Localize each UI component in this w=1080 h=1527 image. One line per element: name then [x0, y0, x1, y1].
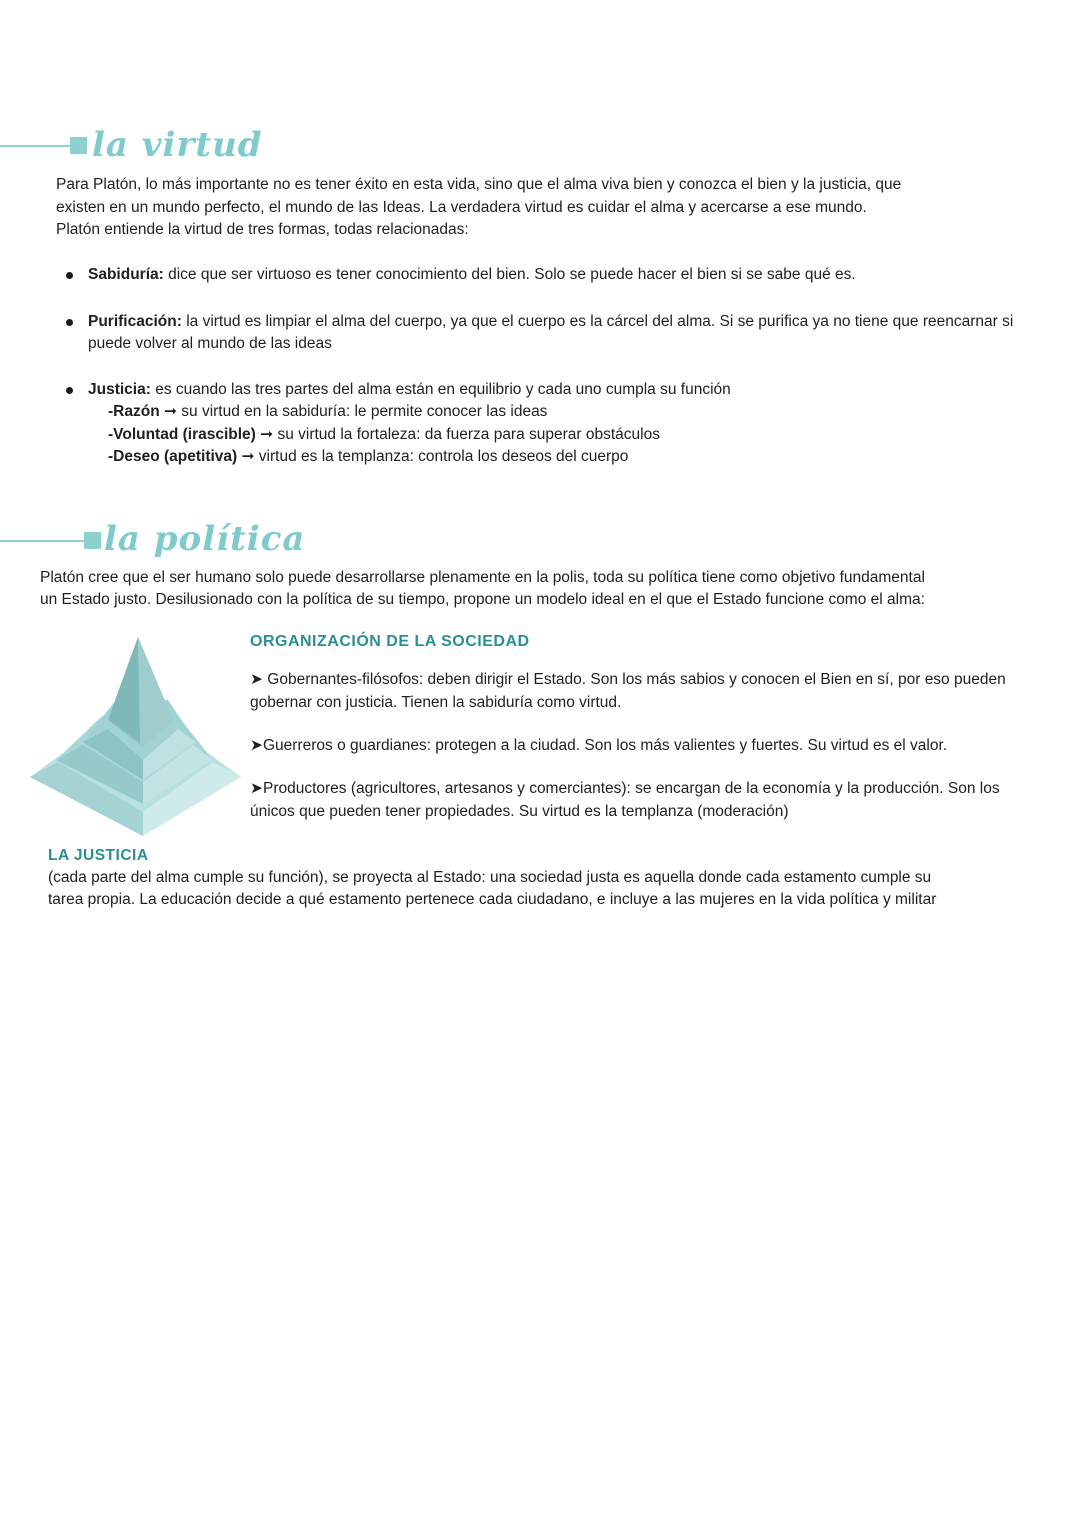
- voluntad-label: -Voluntad (irascible): [108, 425, 256, 443]
- virtud-intro-line-3: Platón entiende la virtud de tres formas, todas relacionadas:: [56, 221, 469, 238]
- pyramid-illustration: [28, 632, 243, 837]
- organizacion-title: ORGANIZACIÓN DE LA SOCIEDAD: [250, 633, 530, 650]
- politica-intro-line-1: Platón cree que el ser humano solo puede desarrollarse plenamente en la polis, toda su política tiene como objetivo fundamental: [40, 569, 925, 586]
- justicia-title: LA JUSTICIA: [48, 847, 149, 864]
- heading-rule-virtud: [0, 145, 70, 147]
- justicia-razon: [88, 401, 1050, 424]
- role-gobernantes: ➤ Gobernantes-filósofos: deben dirigir el Estado. Son los más sabios y conocen el Bien en sí, por eso pueden gobernar con justicia. Tienen la sabiduría como virtud.: [250, 671, 1006, 711]
- heading-rule-politica: [0, 540, 84, 542]
- term-justicia: Justicia:: [88, 380, 151, 398]
- role-productores: ➤Productores (agricultores, artesanos y comerciantes): se encargan de la economía y la producción. Son los únicos que pueden tener propiedades. Su virtud es la templanza (moderación): [250, 780, 1000, 820]
- justicia-line-2: tarea propia. La educación decide a qué estamento pertenece cada ciudadano, e incluye a las mujeres en la vida política y militar: [48, 891, 937, 908]
- voluntad-text: ➞ su virtud la fortaleza: da fuerza para superar obstáculos: [255, 425, 660, 443]
- role-guerreros: ➤Guerreros o guardianes: protegen a la ciudad. Son los más valientes y fuertes. Su virtud es el valor.: [250, 737, 948, 754]
- text-purificacion: la virtud es limpiar el alma del cuerpo, ya que el cuerpo es la cárcel del alma. Si se purifica ya no tiene que reencarnar si puede volver al mundo de las ideas: [88, 312, 1014, 352]
- politica-intro-line-2: un Estado justo. Desilusionado con la política de su tiempo, propone un modelo ideal en el que el Estado funcione como el alma:: [40, 591, 925, 608]
- justicia-line-1: (cada parte del alma cumple su función), se proyecta al Estado: una sociedad justa es aquella donde cada estamento cumple su: [48, 869, 932, 886]
- heading-square-icon: [84, 532, 101, 549]
- section-heading-virtud: la virtud: [92, 125, 263, 165]
- text-sabiduria: dice que ser virtuoso es tener conocimiento del bien. Solo se puede hacer el bien si se sabe qué es.: [163, 266, 856, 283]
- virtud-intro-line-1: Para Platón, lo más importante no es tener éxito en esta vida, sino que el alma viva bien y conozca el bien y la justicia, que: [56, 176, 902, 193]
- list-item-justicia: [60, 379, 1050, 469]
- heading-square-icon: [70, 137, 87, 154]
- text-justicia: es cuando las tres partes del alma están en equilibrio y cada uno cumpla su función: [150, 380, 731, 398]
- term-sabiduria: Sabiduría:: [88, 266, 164, 283]
- deseo-text: ➞ virtud es la templanza: controla los deseos del cuerpo: [237, 448, 629, 465]
- razon-label: -Razón: [108, 403, 160, 420]
- justicia-deseo: [88, 446, 1050, 469]
- list-item-sabiduria: [60, 264, 1050, 287]
- razon-text: ➞ su virtud en la sabiduría: le permite conocer las ideas: [159, 403, 548, 420]
- virtud-list: [60, 264, 1050, 469]
- justicia-voluntad: [88, 424, 1050, 447]
- section-heading-politica: la política: [104, 519, 306, 559]
- term-purificacion: Purificación:: [88, 312, 182, 330]
- list-item-purificacion: [60, 311, 1050, 356]
- virtud-intro-line-2: existen en un mundo perfecto, el mundo de las Ideas. La verdadera virtud es cuidar el alma y acercarse a ese mundo.: [56, 199, 867, 216]
- deseo-label: -Deseo (apetitiva): [108, 448, 238, 465]
